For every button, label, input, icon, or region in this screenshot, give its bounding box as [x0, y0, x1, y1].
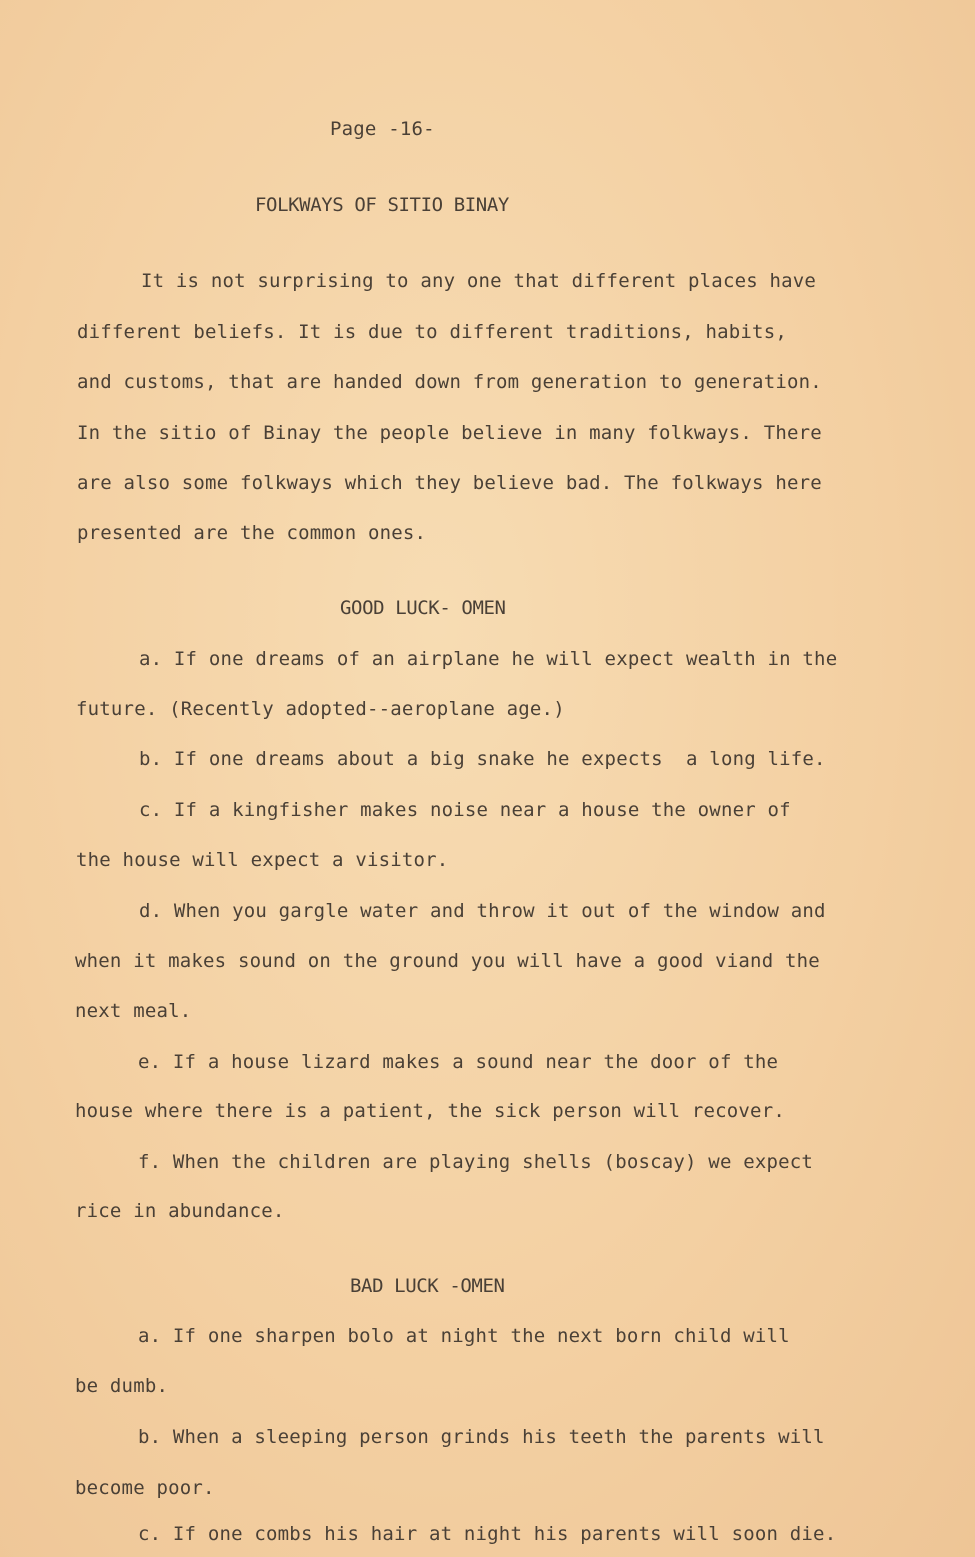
intro-line: presented are the common ones. — [77, 522, 427, 544]
bad-luck-line: become poor. — [75, 1477, 215, 1499]
intro-line: and customs, that are handed down from generation to generation. — [77, 371, 822, 393]
bad-luck-line: b. When a sleeping person grinds his teeth the parents will — [138, 1426, 825, 1448]
bad-luck-heading: BAD LUCK -OMEN — [350, 1275, 505, 1297]
bad-luck-line: c. If one combs his hair at night his parents will soon die. — [138, 1523, 837, 1545]
good-luck-line: future. (Recently adopted--aeroplane age.) — [76, 698, 565, 720]
good-luck-line: f. When the children are playing shells (boscay) we expect — [138, 1151, 814, 1173]
good-luck-line: b. If one dreams about a big snake he expects a long life. — [139, 748, 826, 770]
intro-line: different beliefs. It is due to different traditions, habits, — [77, 321, 787, 343]
bad-luck-line: a. If one sharpen bolo at night the next born child will — [138, 1325, 790, 1347]
good-luck-line: rice in abundance. — [75, 1200, 285, 1222]
intro-line: It is not surprising to any one that different places have — [141, 270, 817, 292]
good-luck-line: e. If a house lizard makes a sound near the door of the — [138, 1051, 779, 1073]
good-luck-line: when it makes sound on the ground you will have a good viand the — [75, 950, 820, 972]
good-luck-line: house where there is a patient, the sick person will recover. — [75, 1100, 785, 1122]
good-luck-line: next meal. — [75, 1000, 192, 1022]
good-luck-line: a. If one dreams of an airplane he will expect wealth in the — [139, 648, 838, 670]
document-title: FOLKWAYS OF SITIO BINAY — [255, 194, 509, 216]
good-luck-line: c. If a kingfisher makes noise near a house the owner of — [139, 799, 791, 821]
intro-line: In the sitio of Binay the people believe in many folkways. There — [77, 422, 822, 444]
good-luck-heading: GOOD LUCK- OMEN — [340, 597, 506, 619]
good-luck-line: d. When you gargle water and throw it out of the window and — [139, 900, 826, 922]
bad-luck-line: be dumb. — [75, 1375, 169, 1397]
intro-line: are also some folkways which they believe bad. The folkways here — [77, 472, 822, 494]
good-luck-line: the house will expect a visitor. — [76, 849, 449, 871]
page-number: Page -16- — [330, 118, 435, 140]
